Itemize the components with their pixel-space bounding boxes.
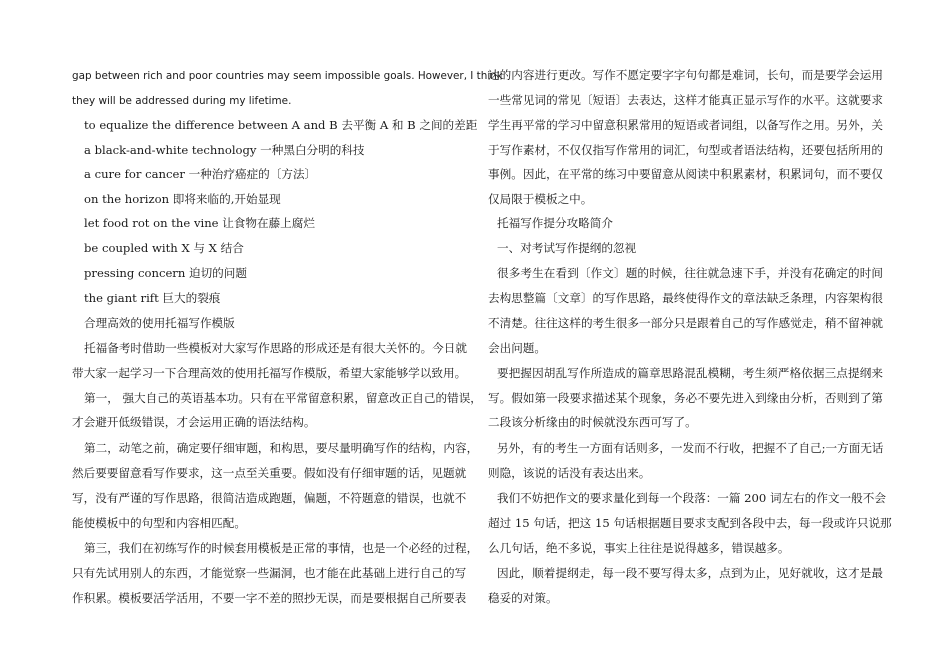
vocab-item: on the horizon 即将来临的,开始显现 — [84, 192, 281, 206]
text-line: 一些常见词的常见〔短语〕去表达，这样才能真正显示写作的水平。这就要求 — [488, 93, 883, 107]
text-line: 去构思整篇〔文章〕的写作思路，最终使得作文的章法缺乏条理，内容架构很 — [488, 291, 883, 305]
text-line: 稳妥的对策。 — [488, 591, 558, 605]
text-line: 才会避开低级错误，才会运用正确的语法结构。 — [72, 415, 316, 429]
text-line: 不清楚。往往这样的考生很多一部分只是跟着自己的写作感觉走，稍不留神就 — [488, 316, 883, 330]
text-line: 我们不妨把作文的要求量化到每一个段落：一篇 200 词左右的作文一般不会 — [497, 491, 886, 505]
text-line: 要把握因胡乱写作所造成的篇章思路混乱模糊，考生须严格依据三点提纲来 — [497, 366, 883, 380]
text-line: 第三，我们在初练写作的时候套用模板是正常的事情，也是一个必经的过程， — [84, 541, 479, 555]
text-line: 托福备考时借助一些模板对大家写作思路的形成还是有很大关怀的。今日就 — [84, 341, 467, 355]
section-heading: 合理高效的使用托福写作模版 — [84, 316, 235, 330]
text-line: 学生再平常的学习中留意积累常用的短语或者词组，以备写作之用。另外，关 — [488, 118, 883, 132]
text-line: 会出问题。 — [488, 341, 546, 355]
text-line: 事例。因此，在平常的练习中要留意从阅读中积累素材，积累词句，而不要仅 — [488, 167, 883, 181]
text-line: 另外，有的考生一方面有话则多，一发而不行收，把握不了自己;一方面无话 — [497, 441, 884, 455]
vocab-item: pressing concern 迫切的问题 — [84, 266, 247, 280]
text-line: 达的内容进行更改。写作不愿定要字字句句都是难词，长句，而是要学会运用 — [488, 68, 883, 82]
text-line: 么几句话，绝不多说，事实上往往是说得越多，错误越多。 — [488, 541, 790, 555]
text-line: 因此，顺着提纲走，每一段不要写得太多，点到为止，见好就收，这才是最 — [497, 566, 883, 580]
text-line: 第一， 强大自己的英语基本功。只有在平常留意积累，留意改正自己的错误， — [84, 391, 482, 405]
vocab-item: to equalize the difference between A and B 去平衡 A 和 B 之间的差距 — [84, 118, 478, 132]
text-line: 仅局限于模板之中。 — [488, 192, 593, 206]
text-line: they will be addressed during my lifetime. — [72, 95, 292, 107]
text-line: 带大家一起学习一下合理高效的使用托福写作模版，希望大家能够学以致用。 — [72, 366, 467, 380]
text-line: gap between rich and poor countries may seem impossible goals. However, I think — [72, 70, 503, 82]
vocab-item: a black-and-white technology 一种黑白分明的科技 — [84, 143, 365, 157]
text-line: 则隐，该说的话没有表达出来。 — [488, 466, 651, 480]
text-line: 写。假如第一段要求描述某个现象，务必不要先进入到缘由分析，否则到了第 — [488, 391, 883, 405]
text-line: 于写作素材，不仅仅指写作常用的词汇，句型或者语法结构，还要包括所用的 — [488, 143, 883, 157]
text-line: 作积累。模板要活学活用，不要一字不差的照抄无误，而是要根据自己所要表 — [72, 591, 467, 605]
vocab-item: the giant rift 巨大的裂痕 — [84, 291, 221, 305]
vocab-item: be coupled with X 与 X 结合 — [84, 241, 244, 255]
text-line: 很多考生在看到〔作文〕题的时候，往往就急速下手，并没有花确定的时间 — [497, 266, 883, 280]
text-line: 第二，动笔之前，确定要仔细审题，和构思，要尽量明确写作的结构，内容， — [84, 441, 479, 455]
text-line: 只有先试用别人的东西，才能觉察一些漏洞，也才能在此基础上进行自己的写 — [72, 566, 467, 580]
text-line: 二段该分析缘由的时候就没东西可写了。 — [488, 415, 697, 429]
text-line: 能使模板中的句型和内容相匹配。 — [72, 516, 246, 530]
text-line: 超过 15 句话，把这 15 句话根据题目要求支配到各段中去，每一段或许只说那 — [488, 516, 892, 530]
section-heading: 托福写作提分攻略简介 — [497, 216, 613, 230]
vocab-item: a cure for cancer 一种治疗癌症的〔方法〕 — [84, 167, 317, 181]
vocab-item: let food rot on the vine 让食物在藤上腐烂 — [84, 216, 315, 230]
text-line: 然后要要留意看写作要求，这一点至关重要。假如没有仔细审题的话，见题就 — [72, 466, 467, 480]
text-line: 写，没有严谨的写作思路，很简洁造成跑题，偏题，不符题意的错误，也就不 — [72, 491, 467, 505]
section-subheading: 一、对考试写作提纲的忽视 — [497, 241, 637, 255]
